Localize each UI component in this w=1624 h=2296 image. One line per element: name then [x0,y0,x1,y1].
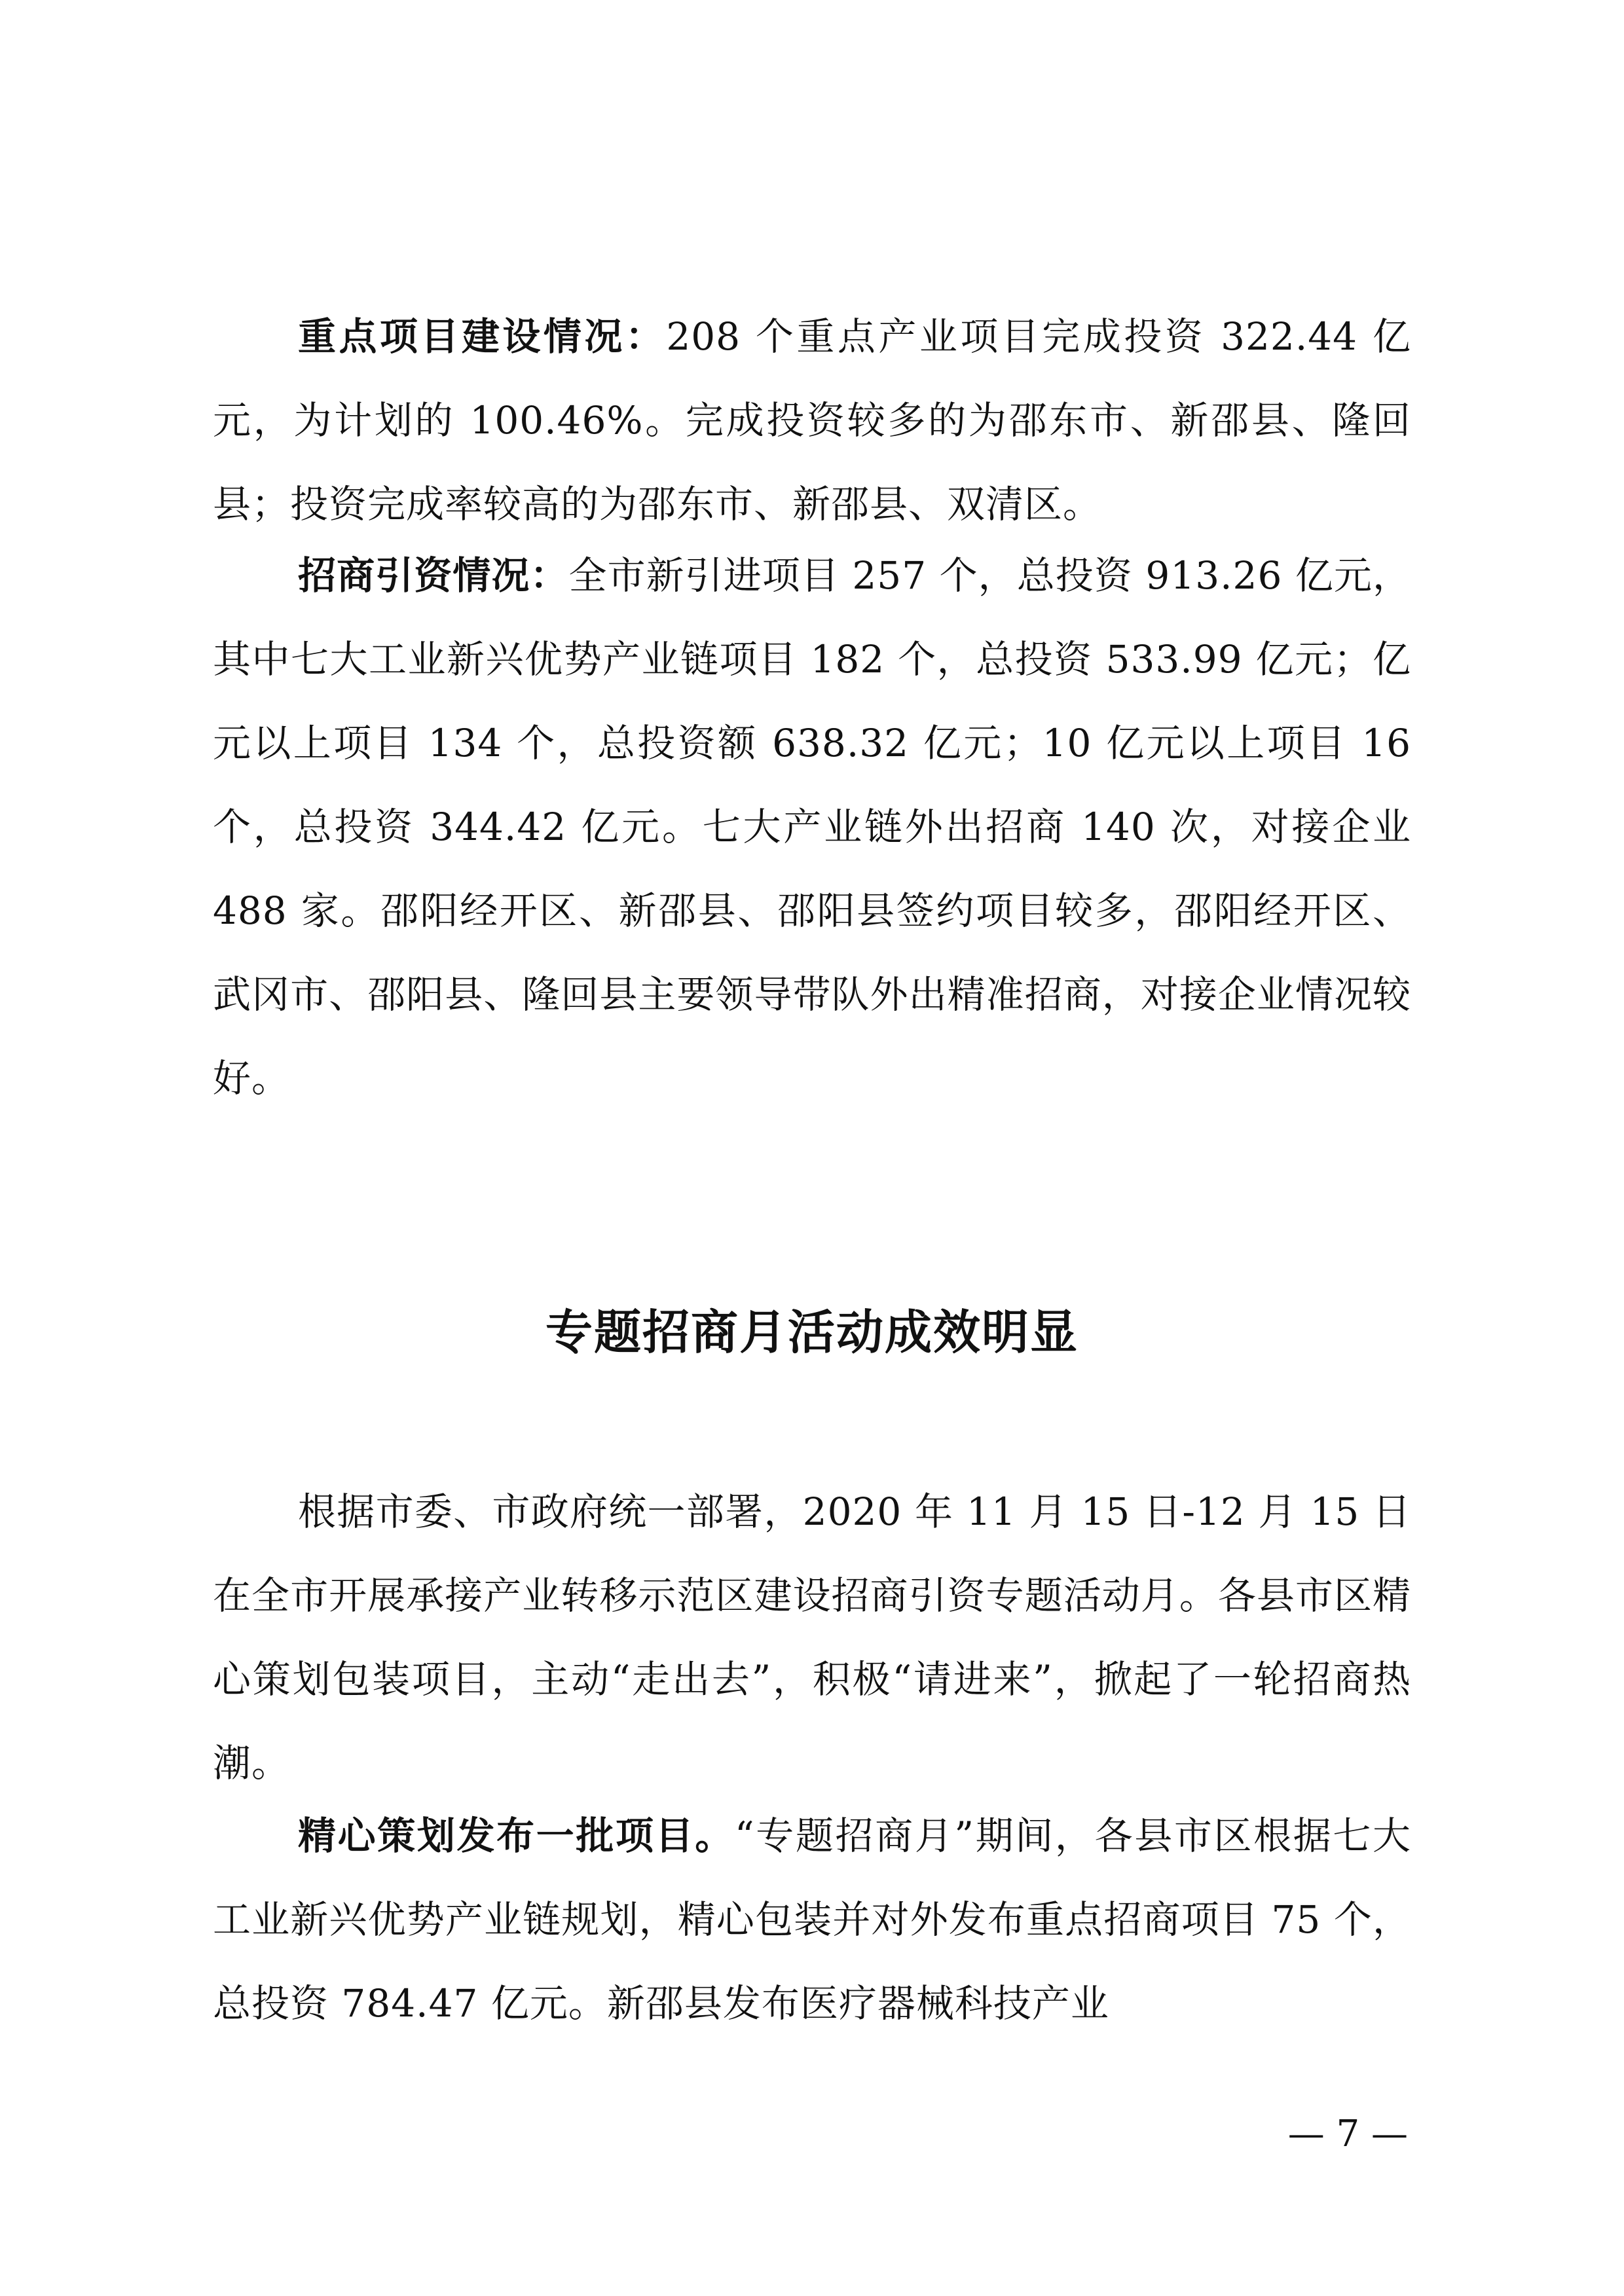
paragraph-text-key-projects: 208 个重点产业项目完成投资 322.44 亿元，为计划的 100.46%。完成投资较多的为邵东市、新邵县、隆回县；投资完成率较高的为邵东市、新邵县、双清区。 [213,314,1411,526]
page-number: — 7 — [1287,2113,1408,2155]
paragraph-text-intro: 根据市委、市政府统一部署，2020 年 11 月 15 日-12 月 15 日在全市开展承接产业转移示范区建设招商引资专题活动月。各县市区精心策划包装项目，主动“走出去”，积极“请进来”，掀起了一轮招商热潮。 [213,1489,1411,1785]
paragraph-investment [213,534,1411,1120]
paragraph-release-projects [213,1794,1411,2045]
paragraph-lead-key-projects: 重点项目建设情况： [298,314,667,359]
paragraph-text-release-projects: “专题招商月”期间，各县市区根据七大工业新兴优势产业链规划，精心包装并对外发布重点招商项目 75 个，总投资 784.47 亿元。新邵县发布医疗器械科技产业 [213,1813,1411,2026]
paragraph-lead-investment: 招商引资情况： [298,553,569,598]
paragraph-lead-release-projects: 精心策划发布一批项目。 [298,1813,735,1858]
paragraph-intro [213,1470,1411,1805]
section-heading: 专题招商月活动成效明显 [545,1305,1079,1360]
paragraph-text-investment: 全市新引进项目 257 个，总投资 913.26 亿元，其中七大工业新兴优势产业链项目 182 个，总投资 533.99 亿元；亿元以上项目 134 个，总投资额 638.32 亿元；10 亿元以上项目 16 个，总投资 344.42 亿元。七大产业链外出招商 140 次，对接企业 488 家。邵阳经开区、新邵县、邵阳县签约项目较多，邵阳经开区、武冈市、邵阳县、隆回县主要领导带队外出精准招商，对接企业情况较好。 [213,553,1411,1101]
paragraph-key-projects [213,295,1411,546]
